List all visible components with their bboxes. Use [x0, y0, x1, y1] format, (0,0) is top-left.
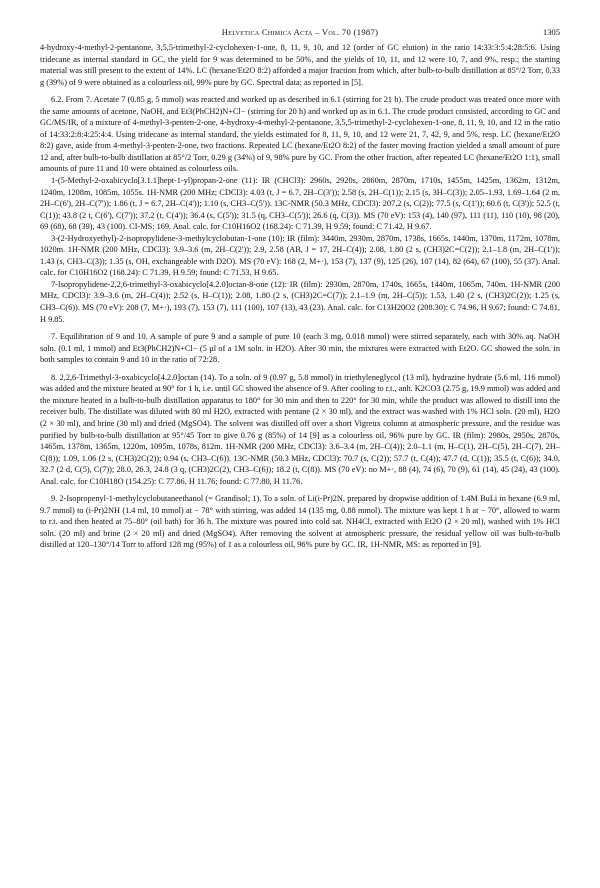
paragraph-continuation: 4-hydroxy-4-methyl-2-pentanone, 3,5,5-trimethyl-2-cyclohexen-1-one, 8, 11, 9, 10, and 12 (order of GC elution) in the ratio 14:33:3:5:4:28:5:6. Using tridecane as internal standard in GC, the yield for 9 was determined to be 50%, and the yields of 10, 11, and 12 were 10, 7, and 9%, resp.; the starting material was still present to the extent of 14%. LC (hexane/Et2O 8:2) afforded a major fraction from which, after bulb-to-bulb distillation at 85°/2 Torr, 0.33 g (39%) of 9 were obtained as a colourless oil, 99% pure by GC. Spectral data: as reported in [5].	[40, 43, 560, 87]
running-header	[40, 26, 560, 40]
paragraph-section-6-2: 6.2. From 7. Acetate 7 (0.85 g, 5 mmol) was reacted and worked up as described in 6.1 (stirring for 21 h). The crude product was treated once more with the same amounts of acetone, NaOH, and Et3(PhCH2)N+Cl− (stirring for 20 h) and worked up as in 6.1. The crude product consisted, according to GC and GC/MS/IR, of a mixture of 4-methyl-3-penten-2-one, 4-hydroxy-4-methyl-2-pentanone, 3,5,5-trimethyl-2-cyclohexen-1-one, 8, 11, 9, 10, and 12 in the ratio of 14:33:2:8:4:25:4:4. Using tridecane as internal standard, the yields estimated for 8, 11, 9, 10, and 12 were 21, 7, 42, 9, and 5%, resp. LC (hexane/Et2O 8:2) gave, aside from 4-methyl-3-penten-2-one, two fractions. Repeated LC (hexane/Et2O 8:2) of the faster moving fraction yielded a small amount of pure 12 and, after bulb-to-bulb distillation at 85°/2 Torr, 0.29 g (34%) of 9, 98% pure by GC. From the other fraction, after repeated LC (hexane/Et2O 1:1), small amounts of pure 11 and 10 were obtained as colourless oils.	[40, 95, 560, 174]
paragraph-compound-10: 3-(2-Hydroxyethyl)-2-isopropylidene-3-methylcyclobutan-1-one (10): IR (film): 3440m, 2930m, 2870m, 1738s, 1665s, 1440m, 1370m, 1172m, 1078m, 1020m. 1H-NMR (200 MHz, CDCl3): 3.9–3.6 (m, 2H–C(2')); 2.9, 2.58 (AB, J = 17, 2H–C(4)); 2.08, 1.80 (2 s, (CH3)2C=C(2)); 2.1–1.8 (m, 2H–C(1')); 1.43 (s, CH3–C(3)); 1.35 (s, OH, exchangeable with D2O). MS (70 eV): 168 (2, M+·), 153 (7), 137 (9), 125 (26), 107 (14), 82 (64), 67 (100), 55 (37). Anal. calc. for C10H16O2 (168.24): C 71.39, H 9.59; found: C 71.53, H 9.65.	[40, 233, 560, 278]
paragraph-compound-11: 1-(5-Methyl-2-oxabicyclo[3.1.1]hept-1-yl)propan-2-one (11): IR (CHCl3): 2960s, 2920s, 2860m, 2870m, 1710s, 1455m, 1425m, 1362m, 1312m, 1240m, 1208m, 1085m, 1055s. 1H-NMR (200 MHz; CDCl3): 4.03 (t, J = 6.7, 2H–C(3')); 2.58 (s, 2H–C(1)); 2.15 (s, 3H–C(3)); 2.05–1.93, 1.69–1.64 (2 m, 2H–C(6'), 2H–C(7')); 1.86 (t, J = 6.7, 2H–C(4')); 1.10 (s, CH3–C(5')). 13C-NMR (50.3 MHz, CDCl3): 207.2 (s, C(2)); 77.5 (s, C(1')); 60.6 (t, C(3')); 52.5 (t, C(1)); 43.8 (2 t, C(6'), C(7')); 37.2 (t, C(4')); 36.4 (s, C(5')); 31.5 (q, CH3–C(5')); 26.6 (q, C(3)). MS (70 eV): 153 (4), 140 (97), 111 (11), 110 (10), 98 (20), 69 (68), 68 (39), 43 (100). CI-MS: 169. Anal. calc. for C10H16O2 (168.24): C 71.39, H 9.59; found: C 71.42, H 9.67.	[40, 176, 560, 232]
paragraph-section-9: 9. 2-Isopropenyl-1-methylcyclobutaneethanol (= Grandisol; 1). To a soln. of Li(i-Pr)2N, prepared by dropwise addition of 1.4M BuLi in hexane (6.9 ml, 9.7 mmol) to (i-Pr)2NH (1.4 ml, 10 mmol) at − 78° with stirring, was added 14 (135 mg, 0.88 mmol). The mixture was kept 1 h at − 70°, allowed to warm to r.t. and then heated at 75–80° (oil bath) for 36 h. The mixture was poured into cold sat. NH4Cl, extracted with Et2O (2 × 20 ml), washed with 1% HCl soln. (20 ml) and brine (2 × 20 ml) and dried (MgSO4). After removing the solvent at atmospheric pressure, the residual yellow oil was bulb-to-bulb distilled at 120–130°/14 Torr to afford 128 mg (95%) of 1 as a colourless oil, 96% pure by GC. IR, 1H-NMR, MS: as reported in [9].	[40, 494, 560, 550]
paragraph-section-7: 7. Equilibration of 9 and 10. A sample of pure 9 and a sample of pure 10 (each 3 mg, 0.018 mmol) were stirred separately, each with 30% aq. NaOH soln. (0.1 ml, 1 mmol) and Et3(PhCH2)N+Cl− (5 μl of a 1M soln. in H2O). After 30 min, the mixtures were extracted with Et2O. GC showed the soln. in both samples to contain 9 and 10 in the ratio of 72:28.	[40, 332, 560, 365]
journal-title: Helvetica Chimica Acta – Vol. 70 (1987)	[221, 27, 379, 37]
paragraph-section-8: 8. 2,2,6-Trimethyl-3-oxabicyclo[4.2.0]octan (14). To a soln. of 9 (0.97 g, 5.8 mmol) in triethyleneglycol (13 ml), hydrazine hydrate (5.6 ml, 116 mmol) was added and the mixture heated at 90° for 1 h, i.e. until GC showed the absence of 9. After cooling to r.t., anh. K2CO3 (2.75 g, 19.9 mmol) was added and the mixture heated in a bulb-to-bulb distillation apparatus to 180° for 30 min and then to 220° for 30 min, while the product was allowed to distill into the receiver bulb. The distillate was diluted with 80 ml H2O, extracted with pentane (2 × 30 ml), and the extract was washed with 1% HCl soln. (20 ml), H2O (2 × 30 ml), and brine (30 ml) and dried (MgSO4). The solvent was distilled off over a short Vigreux column at atmospheric pressure, and the residue was purified by bulb-to-bulb distillation at 95°/45 Torr to give 0.76 g (85%) of 14 [9] as a colourless oil, 96% pure by GC. IR (film): 2980s, 2950s, 2870s, 1465m, 1378m, 1365m, 1220m, 1095m, 1078s, 812m. 1H-NMR (200 MHz, CDCl3): 3.6–3.4 (m, 2H–C(4)); 2.0–1.1 (m, H–C(1), 2H–C(5), 2H–C(7), 2H–C(8)); 1.09, 1.06 (2 s, (CH3)2C(2)); 0.94 (s, CH3–C(6)). 13C-NMR (50.3 MHz, CDCl3): 70.7 (s, C(2)); 57.7 (t, C(4)); 47.7 (d, C(1)); 35.5 (t, C(6)); 34.0, 32.7 (2 d, C(5), C(7)); 28.0, 26.3, 24.8 (3 q, (CH3)2C(2), CH3–C(6)); 18.2 (t, C(8)). MS (70 eV): no M+·, 88 (4), 74 (6), 70 (9), 61 (14), 45 (24), 43 (100). Anal. calc. for C10H18O (154.25): C 77.86, H 11.76; found: C 77.80, H 11.76.	[40, 372, 560, 486]
paragraph-compound-12: 7-Isopropylidene-2,2,6-trimethyl-3-oxabicyclo[4.2.0]octan-8-one (12): IR (film): 2930m, 2870m, 1740s, 1665s, 1440m, 1065m, 740m. 1H-NMR (200 MHz, CDCl3): 3.9–3.6 (m, 2H–C(4)); 2.52 (s, H–C(1)); 2.08, 1.80 (2 s, (CH3)2C=C(7)); 2.1–1.9 (m, 2H–C(5)); 1.53, 1.40 (2 s, (CH3)2C(2)); 1.25 (s, CH3–C(6)). MS (70 eV): 208 (7, M+·), 193 (7), 153 (7), 111 (100), 107 (13), 43 (23). Anal. calc. for C13H20O2 (208.30): C 74.96, H 9.67; found: C 74.81, H 9.85.	[40, 279, 560, 324]
page-number: 1305	[542, 27, 560, 37]
